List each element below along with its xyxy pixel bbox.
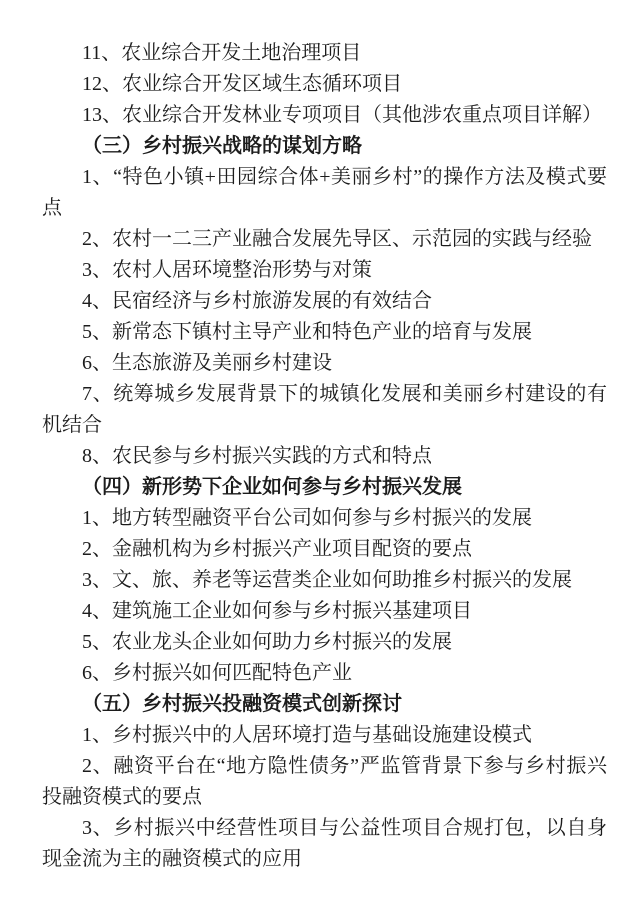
outline-item: 5、新常态下镇村主导产业和特色产业的培育与发展 xyxy=(82,321,532,343)
document-body xyxy=(42,38,607,875)
outline-item: 7、统筹城乡发展背景下的城镇化发展和美丽乡村建设的有机结合 xyxy=(42,383,607,436)
outline-item: 8、农民参与乡村振兴实践的方式和特点 xyxy=(82,445,432,467)
section-heading: （三）乡村振兴战略的谋划方略 xyxy=(82,135,362,157)
outline-item: 2、金融机构为乡村振兴产业项目配资的要点 xyxy=(82,538,472,560)
outline-item: 1、“特色小镇+田园综合体+美丽乡村”的操作方法及模式要点 xyxy=(42,166,607,219)
outline-item: 3、乡村振兴中经营性项目与公益性项目合规打包，以自身现金流为主的融资模式的应用 xyxy=(42,817,607,870)
outline-item: 3、农村人居环境整治形势与对策 xyxy=(82,259,372,281)
outline-item: 1、乡村振兴中的人居环境打造与基础设施建设模式 xyxy=(82,724,532,746)
outline-item: 11、农业综合开发土地治理项目 xyxy=(82,42,362,64)
outline-item: 12、农业综合开发区域生态循环项目 xyxy=(82,73,402,95)
outline-item: 13、农业综合开发林业专项项目（其他涉农重点项目详解） xyxy=(82,104,602,126)
outline-item: 2、融资平台在“地方隐性债务”严监管背景下参与乡村振兴投融资模式的要点 xyxy=(42,755,607,808)
outline-item: 6、生态旅游及美丽乡村建设 xyxy=(82,352,332,374)
outline-item: 6、乡村振兴如何匹配特色产业 xyxy=(82,662,352,684)
outline-item: 2、农村一二三产业融合发展先导区、示范园的实践与经验 xyxy=(82,228,592,250)
outline-item: 4、民宿经济与乡村旅游发展的有效结合 xyxy=(82,290,432,312)
outline-item: 5、农业龙头企业如何助力乡村振兴的发展 xyxy=(82,631,452,653)
section-heading: （五）乡村振兴投融资模式创新探讨 xyxy=(82,693,402,715)
section-heading: （四）新形势下企业如何参与乡村振兴发展 xyxy=(82,476,462,498)
outline-item: 3、文、旅、养老等运营类企业如何助推乡村振兴的发展 xyxy=(82,569,572,591)
outline-item: 1、地方转型融资平台公司如何参与乡村振兴的发展 xyxy=(82,507,532,529)
outline-item: 4、建筑施工企业如何参与乡村振兴基建项目 xyxy=(82,600,472,622)
